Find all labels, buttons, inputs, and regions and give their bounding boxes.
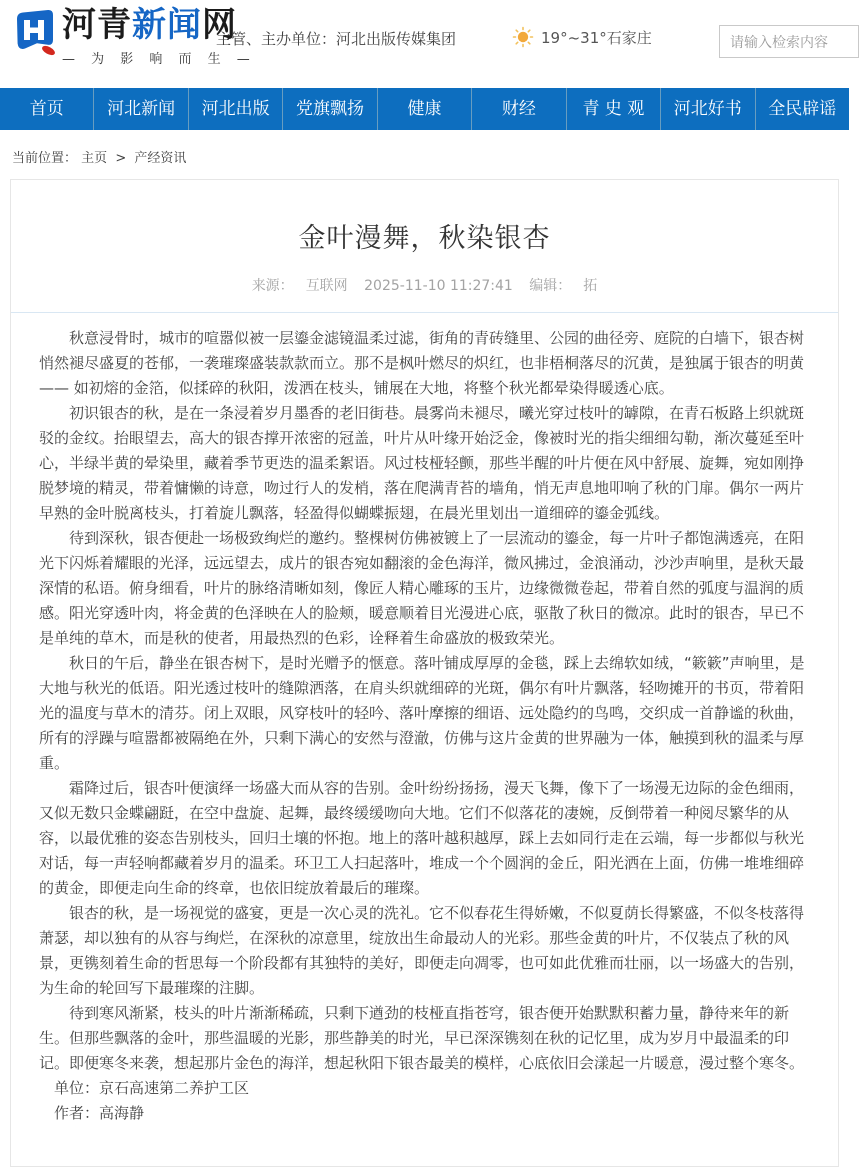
brand-part3: 网 [202,5,237,45]
paragraph: 待到寒风渐紧，枝头的叶片渐渐稀疏，只剩下遒劲的枝桠直指苍穹，银杏便开始默默积蓄力量，静待来年的新生。但那些飘落的金叶，那些温暖的光影，那些静美的时光，早已深深镌刻在秋的记忆里，成为岁月中最温柔的印记。即便寒冬来袭，想起那片金色的海洋，想起秋阳下银杏最美的模样，心底依旧会漾起一片暖意，漫过整个寒冬。 [39,1004,805,1072]
breadcrumb-separator: > [115,151,127,166]
nav-item-rumor-refutation[interactable]: 全民辟谣 [768,99,837,119]
meta-datetime: 2025-11-10 11:27:41 [364,278,513,294]
brand-h-icon [10,7,58,57]
paragraph: 待到深秋，银杏便赴一场极致绚烂的邀约。整棵树仿佛被镀上了一层流动的鎏金，每一片叶子都饱满透亮，在阳光下闪烁着耀眼的光泽，远远望去，成片的银杏宛如翻滚的金色海洋，微风拂过，金浪涌动，沙沙声响里，是秋天最深情的私语。俯身细看，叶片的脉络清晰如刻，像匠人精心雕琢的玉片，边缘微微卷起，带着自然的弧度与温润的质感。阳光穿透叶肉，将金黄的色泽映在人的脸颊，暖意顺着目光漫进心底，驱散了秋日的微凉。此时的银杏，早已不是单纯的草木，而是秋的使者，用最热烈的色彩，诠释着生命盛放的极致荣光。 [39,529,805,647]
article-title: 金叶漫舞，秋染银杏 [298,223,551,254]
nav-item-hebei-publishing[interactable]: 河北出版 [189,88,283,130]
nav-item-history-view[interactable]: 青 史 观 [567,88,661,130]
breadcrumb-home-link[interactable]: 主页 [81,151,108,166]
sponsor-text: 主管、主办单位：河北出版传媒集团 [216,30,457,48]
nav-item-hebei-news[interactable]: 河北新闻 [94,88,188,130]
meta-divider [11,312,838,313]
weather-text: 19°~31°石家庄 [541,28,652,47]
paragraph: 银杏的秋，是一场视觉的盛宴，更是一次心灵的洗礼。它不似春花生得娇嫩，不似夏荫长得繁盛，不似冬枝落得萧瑟，却以独有的从容与绚烂，在深秋的凉意里，绽放出生命最动人的光彩。那些金黄的叶片，不仅装点了秋的风景，更镌刻着生命的哲思每一个阶段都有其独特的美好，即便走向凋零，也可如此优雅而壮丽，以一场盛大的告别，为生命的轮回写下最璀璨的注脚。 [39,904,805,997]
meta-editor-label: 编辑： [529,278,572,294]
breadcrumb-prefix: 当前位置： [12,151,78,166]
paragraph: 初识银杏的秋，是在一条浸着岁月墨香的老旧街巷。晨雾尚未褪尽，曦光穿过枝叶的罅隙，在青石板路上织就斑驳的金纹。抬眼望去，高大的银杏撑开浓密的冠盖，叶片从叶缘开始泛金，像被时光的指尖细细勾勒，渐次蔓延至叶心，半绿半黄的晕染里，藏着季节更迭的温柔絮语。风过枝桠轻颤，那些半醒的叶片便在风中舒展、旋舞，宛如刚挣脱梦境的精灵，带着慵懒的诗意，吻过行人的发梢，落在爬满青苔的墙角，悄无声息地叩响了秋的门扉。偶尔一两片早熟的金叶脱离枝头，打着旋儿飘落，轻盈得似蝴蝶振翅，在晨光里划出一道细碎的鎏金弧线。 [39,404,805,522]
nav-item-home[interactable]: 首页 [0,88,94,130]
nav-item-finance[interactable]: 财经 [472,88,566,130]
meta-source-label: 来源： [251,278,294,294]
paragraph: 秋日的午后，静坐在银杏树下，是时光赠予的惬意。落叶铺成厚厚的金毯，踩上去绵软如绒，“簌簌”声响里，是大地与秋光的低语。阳光透过枝叶的缝隙洒落，在肩头织就细碎的光斑，偶尔有叶片飘落，轻吻摊开的书页，带着阳光的温度与草木的清芬。闭上双眼，风穿枝叶的轻吟、落叶摩擦的细语、远处隐约的鸟鸣，交织成一首静谧的秋曲，所有的浮躁与喧嚣都被隔绝在外，只剩下满心的安然与澄澈，仿佛与这片金黄的世界融为一体，触摸到秋的温柔与厚重。 [39,654,805,772]
sun-icon [512,26,534,48]
article-body [39,326,810,1126]
paragraph: 霜降过后，银杏叶便演绎一场盛大而从容的告别。金叶纷纷扬扬，漫天飞舞，像下了一场漫无边际的金色细雨，又似无数只金蝶翩跹，在空中盘旋、起舞，最终缓缓吻向大地。它们不似落花的凄婉，反倒带着一种阅尽繁华的从容，以最优雅的姿态告别枝头，回归土壤的怀抱。地上的落叶越积越厚，踩上去如同行走在云端，每一步都似与秋光对话，每一声轻响都藏着岁月的温柔。环卫工人扫起落叶，堆成一个个圆润的金丘，阳光洒在上面，仿佛一堆堆细碎的黄金，即便走向生命的终章，也依旧绽放着最后的璀璨。 [39,779,805,897]
signature-author: 作者：高海静 [54,1104,145,1122]
article-container [10,179,839,1167]
brand-part2: 新闻 [132,5,202,45]
signature-unit: 单位：京石高速第二养护工区 [54,1079,250,1097]
meta-source: 互联网 [305,278,348,294]
breadcrumb [0,130,849,179]
search-input[interactable] [719,25,859,58]
nav-item-health[interactable]: 健康 [378,88,472,130]
nav-item-party-flag[interactable]: 党旗飘扬 [283,88,377,130]
breadcrumb-category-link[interactable]: 产经资讯 [134,151,187,166]
paragraph: 秋意浸骨时，城市的喧嚣似被一层鎏金滤镜温柔过滤，街角的青砖缝里、公园的曲径旁、庭院的白墙下，银杏树悄然褪尽盛夏的苍郁，一袭璀璨盛装款款而立。那不是枫叶燃尽的炽红，也非梧桐落尽的沉黄，是独属于银杏的明黄 —— 如初熔的金箔，似揉碎的秋阳，泼洒在枝头，铺展在大地，将整个秋光都晕染得暖透心底。 [39,329,805,397]
meta-editor: 拓 [583,278,598,294]
main-nav [0,88,849,130]
brand-part1: 河青 [62,5,132,45]
brand-tagline: — 为 影 响 而 生 — [62,52,256,67]
site-header [0,0,849,88]
nav-item-hebei-books[interactable]: 河北好书 [661,88,755,130]
article-meta [39,275,810,295]
weather-widget [512,26,652,48]
